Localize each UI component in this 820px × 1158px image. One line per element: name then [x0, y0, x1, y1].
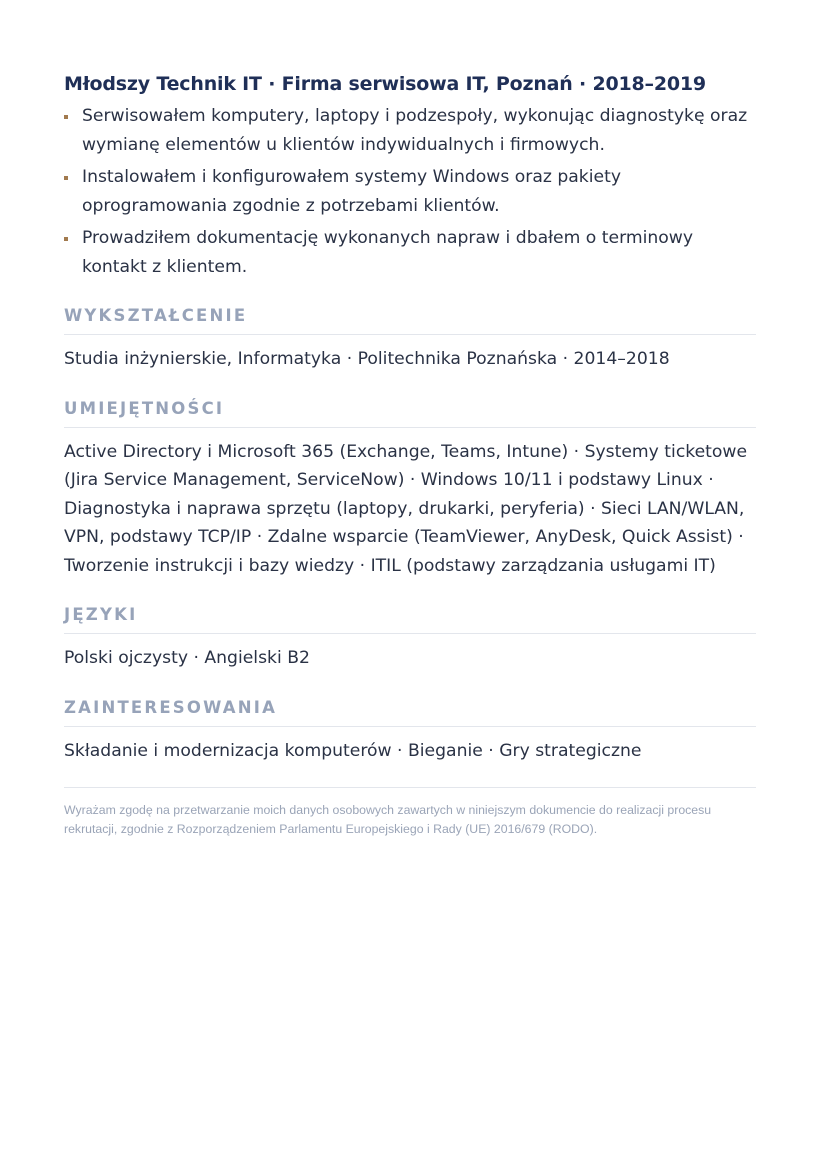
job-title: Młodszy Technik IT · Firma serwisowa IT, Poznań · 2018–2019: [64, 73, 706, 95]
experience-bullet: [64, 224, 756, 281]
experience-bullet-text: Prowadziłem dokumentację wykonanych napraw i dbałem o terminowy kontakt z klientem.: [82, 228, 694, 277]
bullet-marker-icon: [64, 115, 68, 119]
experience-bullet-text: Serwisowałem komputery, laptopy i podzespoły, wykonując diagnostykę oraz wymianę elementów u klientów indywidualnych i firmowych.: [82, 106, 748, 155]
experience-bullet: [64, 163, 756, 220]
bullet-marker-icon: [64, 176, 68, 180]
gdpr-consent-clause: Wyrażam zgodę na przetwarzanie moich danych osobowych zawartych w niniejszym dokumencie do realizacji procesu rekrutacji, zgodnie z Rozporządzeniem Parlamentu Europejskiego i Rady (UE) 2016/679 (RODO).: [64, 803, 712, 836]
bullet-marker-icon: [64, 237, 68, 241]
interests-text: Składanie i modernizacja komputerów · Bieganie · Gry strategiczne: [64, 740, 642, 761]
education-text: Studia inżynierskie, Informatyka · Politechnika Poznańska · 2014–2018: [64, 349, 670, 369]
skills-text: Active Directory i Microsoft 365 (Exchange, Teams, Intune) · Systemy ticketowe (Jira Service Management, ServiceNow) · Windows 10/11 i podstawy Linux · Diagnostyka i naprawa sprzętu (laptopy, drukarki, peryferia) · Sieci LAN/WLAN, VPN, podstawy TCP/IP · Zdalne wsparcie (TeamViewer, AnyDesk, Quick Assist) · Tworzenie instrukcji i bazy wiedzy · ITIL (podstawy zarządzania usługami IT): [64, 441, 748, 576]
interests-section: [64, 697, 756, 766]
cv-page: [64, 70, 756, 838]
skills-heading: UMIEJĘTNOŚCI: [64, 398, 756, 428]
languages-text: Polski ojczysty · Angielski B2: [64, 648, 310, 668]
languages-section: [64, 604, 756, 673]
experience-bullets: [64, 102, 756, 281]
languages-heading: JĘZYKI: [64, 604, 756, 634]
interests-heading: ZAINTERESOWANIA: [64, 697, 756, 727]
experience-bullet-text: Instalowałem i konfigurowałem systemy Windows oraz pakiety oprogramowania zgodnie z potrzebami klientów.: [82, 167, 622, 216]
experience-entry: [64, 70, 756, 281]
education-heading: WYKSZTAŁCENIE: [64, 305, 756, 335]
footer-divider: [64, 787, 756, 788]
education-section: [64, 305, 756, 374]
experience-bullet: [64, 102, 756, 159]
skills-section: [64, 398, 756, 581]
